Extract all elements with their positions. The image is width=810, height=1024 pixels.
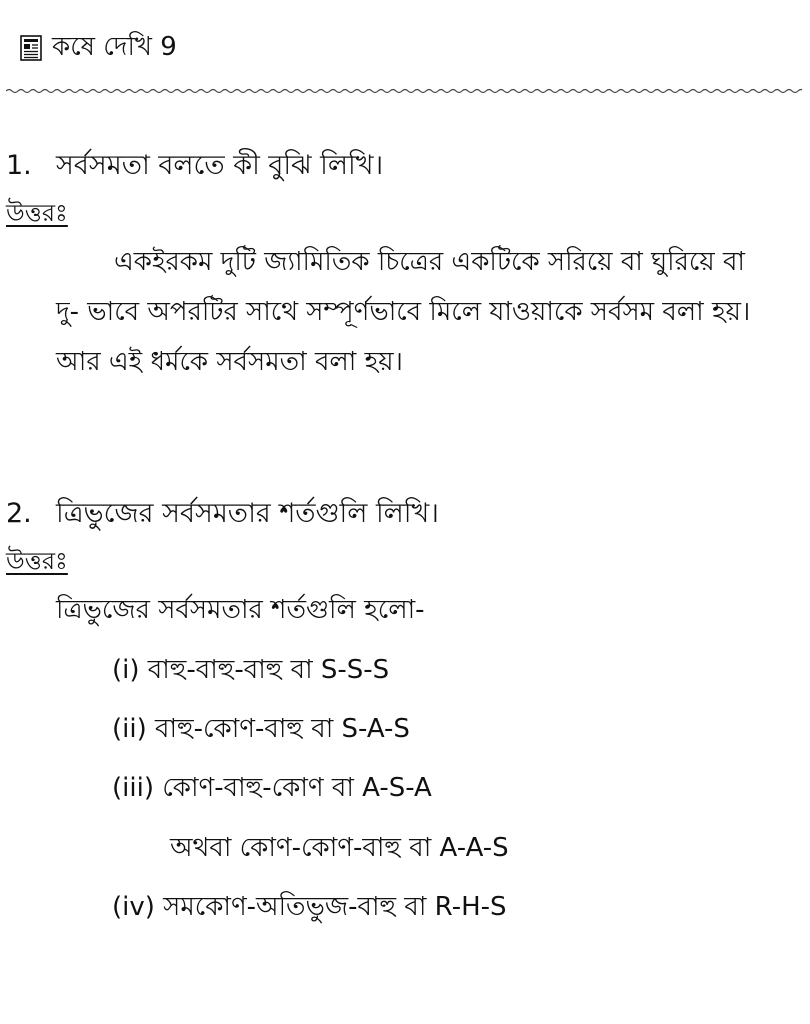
answer-label: উত্তরঃ [6,199,68,227]
condition-item: (ii) বাহু-কোণ-বাহু বা S-A-S [112,714,410,744]
condition-item: (i) বাহু-বাহু-বাহু বা S-S-S [112,655,390,685]
question-number: 2. [6,498,32,529]
page-header [20,28,177,68]
wavy-divider [6,86,802,96]
answer-line: একইরকম দুটি জ্যামিতিক চিত্রের একটিকে সরিয়ে বা ঘুরিয়ে বা [114,247,745,277]
question-2 [6,494,439,534]
question-text: ত্রিভুজের সর্বসমতার শর্তগুলি লিখি। [56,498,439,529]
question-number: 1. [6,150,32,181]
condition-item: (iv) সমকোণ-অতিভুজ-বাহু বা R-H-S [112,892,507,922]
answer-intro: ত্রিভুজের সর্বসমতার শর্তগুলি হলো- [56,595,425,625]
condition-item: (iii) কোণ-বাহু-কোণ বা A-S-A [112,773,432,803]
page-title: কষে দেখি 9 [52,32,177,62]
answer-label: উত্তরঃ [6,547,68,575]
question-1 [6,146,383,186]
answer-line: আর এই ধর্মকে সর্বসমতা বলা হয়। [56,347,403,377]
answer-paragraph [56,237,796,387]
condition-item: অথবা কোণ-কোণ-বাহু বা A-A-S [170,833,509,863]
answer-line: দু- ভাবে অপরটির সাথে সম্পূর্ণভাবে মিলে যাওয়াকে সর্বসম বলা হয়। [56,297,751,327]
document-icon [20,35,42,61]
question-text: সর্বসমতা বলতে কী বুঝি লিখি। [56,150,384,181]
